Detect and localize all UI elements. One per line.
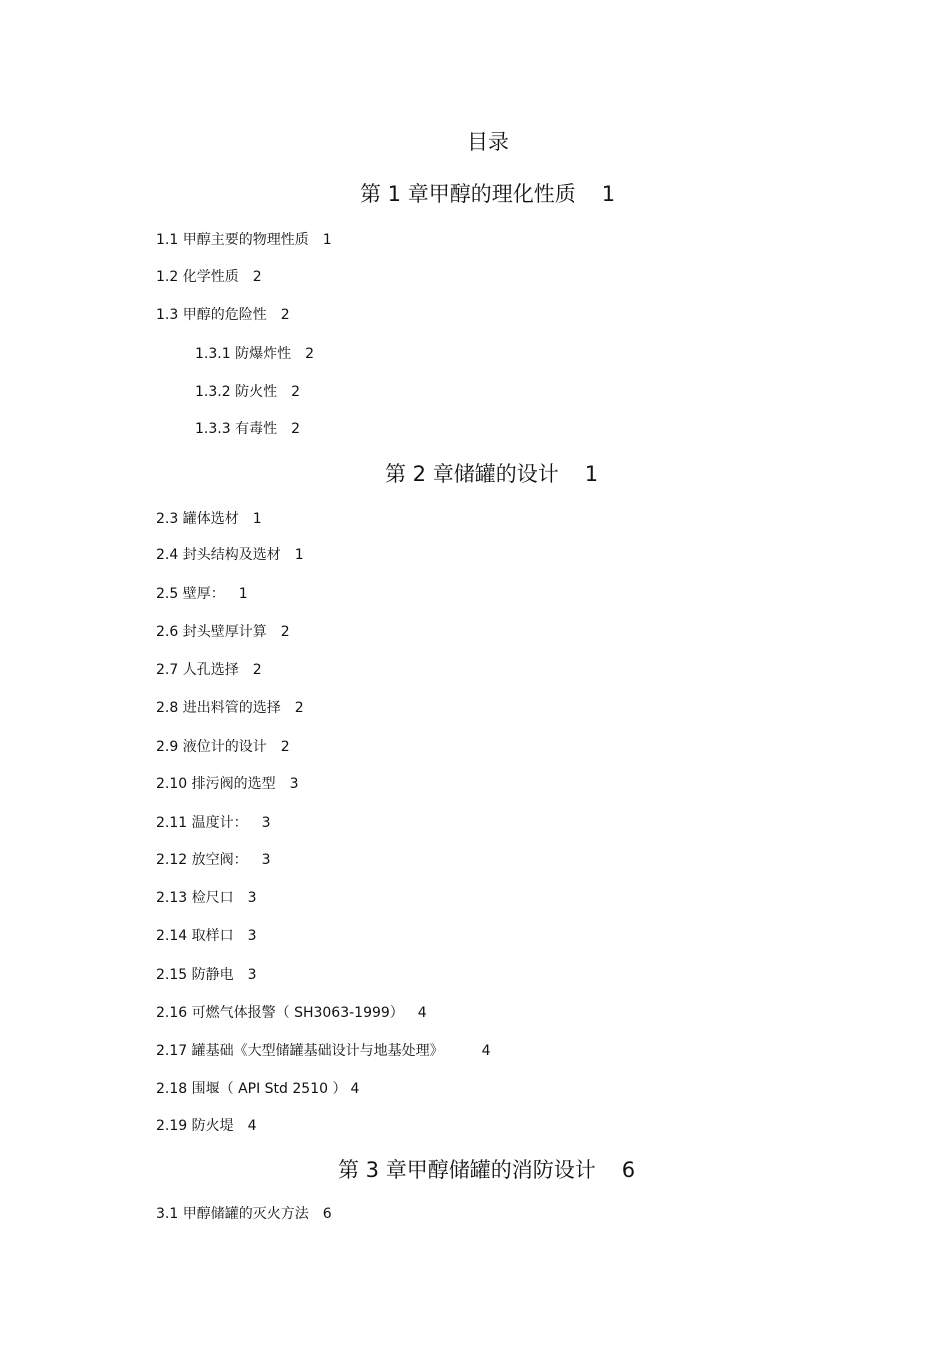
chapter-heading[interactable] (338, 1154, 635, 1184)
entry-label: 2.6 封头壁厚计算 (156, 624, 267, 640)
entry-page: 4 (417, 1005, 427, 1021)
entry-page: 2 (291, 384, 300, 400)
entry-label: 2.10 排污阀的选型 (156, 776, 276, 792)
entry-page: 3 (247, 890, 257, 906)
entry-label: 3.1 甲醇储罐的灭火方法 (156, 1206, 309, 1222)
chapter-page: 1 (601, 182, 616, 206)
entry-page: 2 (280, 624, 290, 640)
entry-label: 2.7 人孔选择 (156, 662, 239, 678)
entry-label: 2.8 进出料管的选择 (156, 700, 281, 716)
toc-entry[interactable] (156, 659, 262, 679)
toc-entry[interactable] (156, 736, 290, 756)
entry-label: 1.1 甲醇主要的物理性质 (156, 232, 309, 248)
toc-entry[interactable] (156, 583, 248, 603)
entry-page: 3 (247, 928, 257, 944)
chapter-page: 6 (621, 1158, 636, 1182)
entry-page: 2 (252, 662, 262, 678)
entry-page: 1 (322, 232, 332, 248)
entry-label: 2.5 壁厚： (156, 586, 225, 602)
entry-page: 4 (481, 1043, 491, 1059)
toc-title: 目录 (467, 130, 509, 154)
entry-label: 2.11 温度计： (156, 815, 248, 831)
toc-subentry[interactable] (195, 418, 300, 438)
toc-entry[interactable] (156, 812, 271, 832)
toc-entry[interactable] (156, 266, 262, 286)
chapter-label: 第 2 章储罐的设计 (385, 462, 559, 486)
entry-label: 2.15 防静电 (156, 967, 234, 983)
entry-page: 3 (247, 967, 257, 983)
toc-subentry[interactable] (195, 381, 300, 401)
entry-page: 2 (294, 700, 304, 716)
toc-entry[interactable] (156, 964, 257, 984)
entry-label: 2.9 液位计的设计 (156, 739, 267, 755)
entry-page: 2 (291, 421, 300, 437)
toc-entry[interactable] (156, 304, 290, 324)
toc-entry[interactable] (156, 849, 271, 869)
entry-label: 2.19 防火堤 (156, 1118, 234, 1134)
chapter-page: 1 (584, 462, 599, 486)
toc-entry[interactable] (156, 1115, 257, 1135)
entry-page: 3 (289, 776, 299, 792)
toc-entry[interactable] (156, 925, 257, 945)
entry-page: 3 (261, 815, 271, 831)
toc-entry[interactable] (156, 1078, 359, 1098)
entry-page: 1 (238, 586, 248, 602)
toc-entry[interactable] (156, 229, 332, 249)
entry-label: 2.13 检尺口 (156, 890, 234, 906)
entry-label: 2.17 罐基础《大型储罐基础设计与地基处理》 (156, 1043, 444, 1059)
chapter-label: 第 3 章甲醇储罐的消防设计 (338, 1158, 596, 1182)
entry-label: 1.3.2 防火性 (195, 384, 278, 400)
entry-page: 2 (305, 346, 314, 362)
toc-subentry[interactable] (195, 343, 314, 363)
entry-label: 1.3 甲醇的危险性 (156, 307, 267, 323)
entry-label: 2.14 取样口 (156, 928, 234, 944)
entry-page: 1 (294, 547, 304, 563)
entry-page: 2 (280, 739, 290, 755)
toc-entry[interactable] (156, 1002, 427, 1022)
entry-page: 4 (350, 1081, 360, 1097)
entry-label: 2.18 围堰（ API Std 2510 ） (156, 1081, 347, 1097)
entry-label: 1.2 化学性质 (156, 269, 239, 285)
toc-entry[interactable] (156, 697, 304, 717)
entry-label: 2.16 可燃气体报警（ SH3063-1999） (156, 1005, 404, 1021)
entry-label: 2.3 罐体选材 (156, 511, 239, 527)
toc-entry[interactable] (156, 544, 304, 564)
entry-label: 2.4 封头结构及选材 (156, 547, 281, 563)
entry-page: 2 (280, 307, 290, 323)
entry-page: 1 (252, 511, 262, 527)
entry-label: 1.3.1 防爆炸性 (195, 346, 292, 362)
chapter-label: 第 1 章甲醇的理化性质 (360, 182, 576, 206)
toc-entry[interactable] (156, 887, 257, 907)
entry-page: 2 (252, 269, 262, 285)
chapter-heading[interactable] (385, 458, 598, 488)
entry-page: 6 (322, 1206, 332, 1222)
entry-page: 4 (247, 1118, 257, 1134)
toc-entry[interactable] (156, 773, 299, 793)
toc-entry[interactable] (156, 621, 290, 641)
chapter-heading[interactable] (360, 178, 615, 208)
toc-entry[interactable] (156, 1040, 491, 1060)
entry-page: 3 (261, 852, 271, 868)
toc-entry[interactable] (156, 1203, 332, 1223)
entry-label: 1.3.3 有毒性 (195, 421, 278, 437)
entry-label: 2.12 放空阀： (156, 852, 248, 868)
toc-entry[interactable] (156, 508, 262, 528)
